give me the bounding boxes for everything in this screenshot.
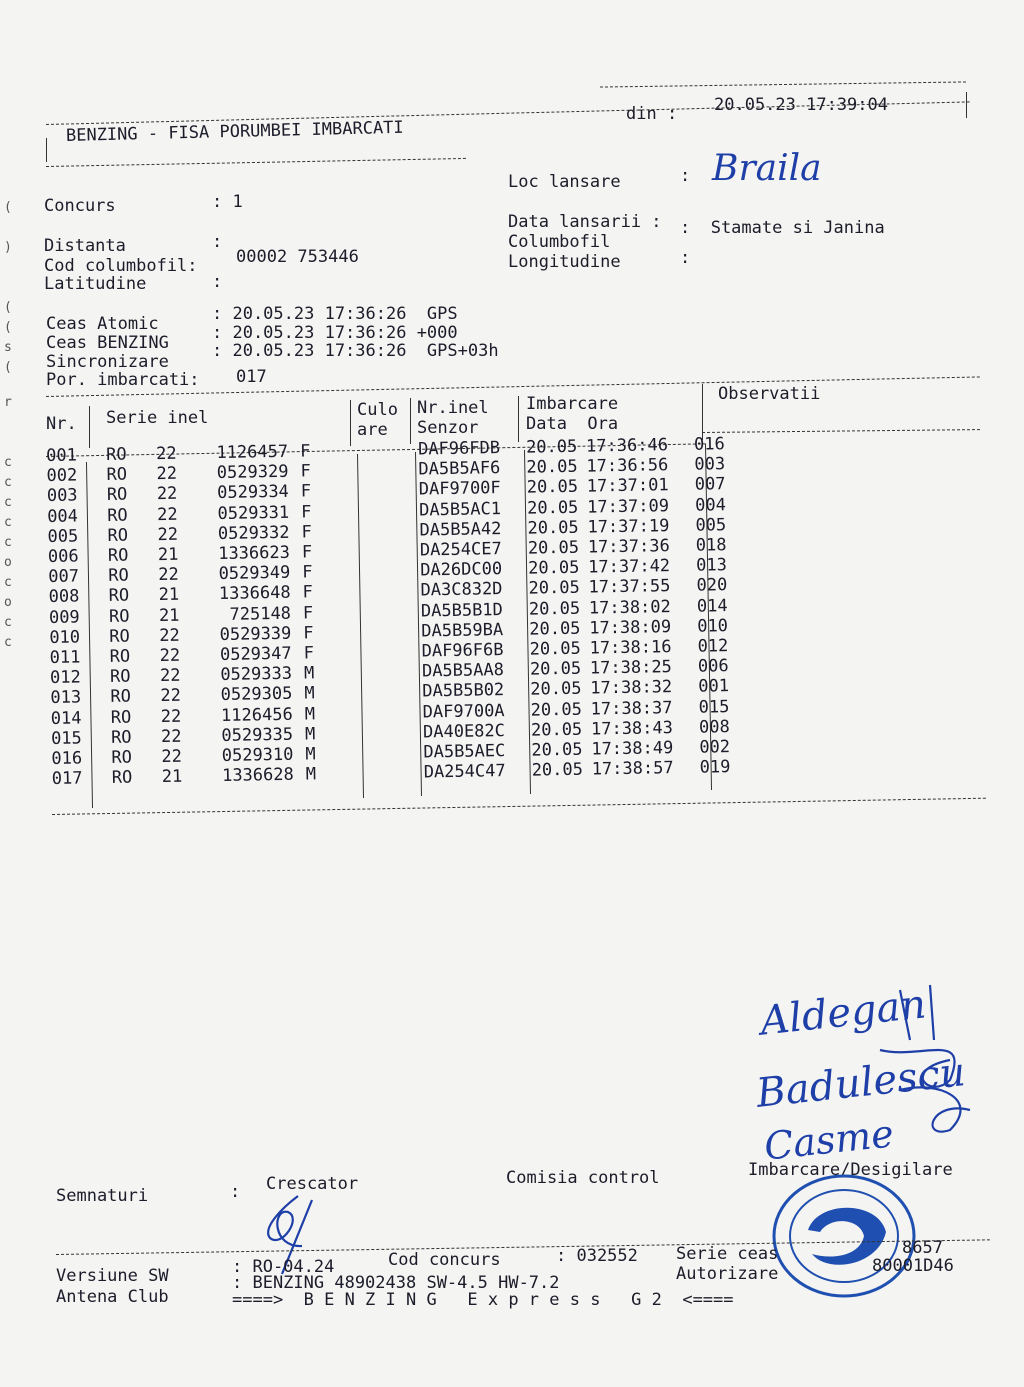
col-header-nrinel-2: Senzor bbox=[417, 418, 479, 438]
row-nr: 010 bbox=[49, 627, 81, 648]
col-header-observatii: Observatii bbox=[718, 384, 821, 404]
row-ring: 0529305 bbox=[220, 684, 293, 706]
row-time: 17:38:43 bbox=[590, 717, 674, 740]
row-date: 20.05 bbox=[530, 679, 582, 701]
page-title: BENZING - FISA PORUMBEI IMBARCATI bbox=[65, 117, 404, 146]
col-header-culoare-2: are bbox=[357, 420, 388, 440]
row-nr: 012 bbox=[49, 667, 81, 689]
row-sensor: DA5B5B1D bbox=[420, 599, 503, 622]
row-sex: M bbox=[303, 663, 315, 684]
row-sensor: DA5B59BA bbox=[421, 619, 504, 642]
row-obs: 012 bbox=[697, 636, 729, 657]
row-ring: 0529347 bbox=[219, 643, 292, 666]
data-lansarii-label: Data lansarii : bbox=[508, 212, 662, 232]
row-date: 20.05 bbox=[530, 699, 583, 721]
row-date: 20.05 bbox=[531, 739, 583, 761]
row-nr: 001 bbox=[46, 445, 78, 466]
autorizare-value: 80001D46 bbox=[872, 1256, 954, 1276]
row-sensor: DAF9700A bbox=[422, 700, 505, 723]
row-nr: 002 bbox=[46, 465, 78, 487]
autorizare-label: Autorizare bbox=[676, 1264, 779, 1284]
serie-ceas-value: 8657 bbox=[902, 1238, 943, 1258]
row-sensor: DA3C832D bbox=[420, 579, 503, 601]
antena-club-value: : BENZING 48902438 SW-4.5 HW-7.2 bbox=[232, 1273, 560, 1293]
row-sex: F bbox=[303, 643, 315, 664]
row-sensor: DA26DC00 bbox=[420, 559, 503, 581]
row-date: 20.05 bbox=[531, 759, 584, 781]
row-year: 22 bbox=[160, 686, 182, 707]
row-date: 20.05 bbox=[530, 719, 583, 741]
row-time: 17:36:46 bbox=[585, 435, 669, 457]
row-sensor: DAF96FDB bbox=[417, 438, 501, 460]
row-year: 22 bbox=[157, 504, 178, 525]
row-obs: 005 bbox=[695, 514, 727, 536]
row-obs: 002 bbox=[699, 737, 731, 758]
obs-header-border bbox=[702, 429, 980, 433]
header-right-edge bbox=[966, 92, 967, 118]
row-year: 21 bbox=[158, 605, 180, 626]
comisia-control-label: Comisia control bbox=[506, 1168, 660, 1188]
signature-3: Casme bbox=[762, 1111, 896, 1169]
row-culoare bbox=[351, 500, 419, 521]
row-country: RO bbox=[106, 484, 128, 506]
row-sensor: DA5B5AEC bbox=[423, 741, 506, 763]
row-year: 22 bbox=[159, 625, 180, 646]
columbofil-value: : Stamate si Janina bbox=[680, 218, 885, 238]
row-date: 20.05 bbox=[526, 456, 578, 478]
row-culoare bbox=[351, 520, 419, 541]
versiune-sw-value: : RO-04.24 bbox=[232, 1257, 335, 1277]
row-obs: 003 bbox=[694, 454, 726, 475]
row-sensor: DA254CE7 bbox=[419, 539, 502, 561]
row-date: 20.05 bbox=[526, 477, 579, 499]
row-culoare bbox=[356, 763, 424, 784]
row-culoare bbox=[355, 702, 423, 723]
col-header-culoare-1: Culo bbox=[357, 400, 398, 420]
row-date: 20.05 bbox=[527, 537, 580, 559]
latitudine-label: Latitudine bbox=[44, 274, 147, 294]
por-imbarcati-label: Por. imbarcati: bbox=[46, 370, 200, 390]
row-nr: 017 bbox=[51, 768, 83, 790]
row-ring: 1336648 bbox=[218, 583, 291, 605]
row-sex: F bbox=[301, 522, 312, 543]
row-culoare bbox=[350, 440, 418, 461]
row-country: RO bbox=[110, 707, 132, 728]
row-time: 17:37:09 bbox=[586, 495, 670, 518]
row-culoare bbox=[355, 743, 423, 764]
row-ring: 0529335 bbox=[221, 724, 294, 746]
row-sex: F bbox=[303, 623, 314, 644]
row-ring: 1336623 bbox=[218, 542, 291, 565]
row-time: 17:37:42 bbox=[588, 556, 671, 578]
distanta-value: : bbox=[212, 232, 223, 252]
row-sex: F bbox=[302, 602, 314, 624]
row-country: RO bbox=[109, 666, 131, 688]
ceas-atomic-value: : 20.05.23 17:36:26 GPS bbox=[212, 304, 458, 324]
row-obs: 006 bbox=[697, 656, 729, 677]
cod-concurs-value: : 032552 bbox=[556, 1246, 638, 1266]
row-year: 22 bbox=[160, 706, 182, 727]
concurs-value: : 1 bbox=[212, 192, 243, 212]
loc-lansare-sep: : bbox=[680, 166, 691, 186]
row-obs: 019 bbox=[699, 757, 731, 778]
col-header-serie: Serie inel bbox=[106, 408, 209, 428]
row-sensor: DA254C47 bbox=[423, 761, 506, 783]
loc-lansare-label: Loc lansare bbox=[508, 172, 621, 192]
row-culoare bbox=[353, 601, 421, 622]
benzing-express-line: ====> B E N Z I N G E x p r e s s G 2 <==== bbox=[232, 1290, 734, 1310]
por-imbarcati-value: 017 bbox=[236, 367, 267, 387]
row-country: RO bbox=[108, 565, 129, 587]
signature-1: Aldegan bbox=[758, 981, 929, 1045]
club-stamp bbox=[768, 1170, 918, 1300]
row-obs: 014 bbox=[696, 595, 728, 617]
col-divider bbox=[89, 406, 90, 448]
row-time: 17:37:19 bbox=[587, 515, 670, 538]
row-time: 17:38:16 bbox=[589, 637, 672, 659]
row-date: 20.05 bbox=[525, 436, 578, 458]
row-country: RO bbox=[107, 505, 128, 526]
row-year: 22 bbox=[161, 746, 183, 768]
semnaturi-sep: : bbox=[230, 1182, 241, 1202]
versiune-sw-label: Versiune SW bbox=[56, 1266, 169, 1286]
row-year: 22 bbox=[157, 524, 179, 545]
din-label: din : bbox=[626, 104, 678, 124]
row-nr: 006 bbox=[47, 546, 79, 567]
signature-scribbles bbox=[860, 980, 990, 1150]
row-culoare bbox=[353, 621, 421, 642]
row-year: 22 bbox=[159, 645, 181, 667]
row-ring: 1336628 bbox=[221, 764, 294, 787]
row-culoare bbox=[354, 662, 422, 683]
row-sensor: DA40E82C bbox=[422, 720, 506, 743]
row-sensor: DA5B5AA8 bbox=[421, 660, 505, 682]
row-obs: 004 bbox=[694, 494, 727, 516]
row-nr: 009 bbox=[48, 607, 80, 628]
row-nr: 004 bbox=[47, 506, 79, 527]
row-nr: 013 bbox=[50, 687, 82, 709]
sincronizare-value: : 20.05.23 17:36:26 GPS+03h bbox=[212, 341, 499, 361]
row-obs: 010 bbox=[697, 615, 729, 637]
row-ring: 0529332 bbox=[217, 522, 290, 544]
row-time: 17:38:02 bbox=[588, 596, 671, 619]
row-date: 20.05 bbox=[526, 497, 579, 519]
row-year: 22 bbox=[156, 463, 178, 485]
title-left-edge bbox=[46, 138, 47, 162]
cod-concurs-label: Cod concurs bbox=[388, 1250, 501, 1270]
row-sensor: DA5B5B02 bbox=[422, 680, 505, 702]
row-date: 20.05 bbox=[528, 598, 581, 620]
row-ring: 725148 bbox=[229, 603, 292, 625]
row-time: 17:38:57 bbox=[591, 758, 674, 780]
row-sensor: DA5B5AF6 bbox=[418, 458, 501, 480]
row-country: RO bbox=[108, 606, 130, 627]
longitudine-value: : bbox=[680, 248, 691, 268]
row-culoare bbox=[353, 642, 421, 663]
col-header-nrinel-1: Nr.inel bbox=[417, 398, 489, 418]
row-country: RO bbox=[107, 545, 129, 566]
ceas-atomic-label: Ceas Atomic bbox=[46, 314, 159, 334]
imbarcare-desigilare-label: Imbarcare/Desigilare bbox=[748, 1160, 953, 1180]
row-date: 20.05 bbox=[528, 557, 580, 579]
row-time: 17:37:01 bbox=[586, 475, 669, 497]
row-nr: 003 bbox=[46, 485, 78, 507]
row-date: 20.05 bbox=[527, 517, 579, 539]
antena-club-label: Antena Club bbox=[56, 1287, 169, 1307]
row-country: RO bbox=[105, 444, 127, 465]
row-sensor: DA5B5A42 bbox=[419, 518, 502, 541]
row-obs: 001 bbox=[698, 676, 730, 698]
row-time: 17:37:55 bbox=[588, 576, 671, 598]
row-obs: 008 bbox=[698, 716, 730, 738]
row-culoare bbox=[350, 460, 418, 481]
row-nr: 008 bbox=[48, 586, 80, 608]
row-nr: 016 bbox=[51, 748, 83, 769]
loc-lansare-handwritten: Braila bbox=[712, 148, 822, 189]
row-date: 20.05 bbox=[529, 618, 581, 640]
row-sex: M bbox=[304, 683, 315, 704]
row-sex: M bbox=[305, 744, 316, 765]
row-culoare bbox=[355, 722, 423, 743]
col-divider bbox=[518, 396, 519, 442]
row-ring: 0529329 bbox=[216, 461, 289, 484]
row-sex: F bbox=[300, 461, 311, 482]
row-culoare bbox=[351, 480, 419, 501]
row-time: 17:36:56 bbox=[586, 455, 669, 477]
cod-columbofil-value: 00002 753446 bbox=[236, 247, 359, 267]
col-divider bbox=[350, 400, 351, 446]
row-nr: 005 bbox=[47, 526, 79, 547]
ceas-benzing-value: : 20.05.23 17:36:26 +000 bbox=[212, 323, 458, 343]
row-ring: 0529331 bbox=[217, 502, 290, 524]
signature-2: Badulescu bbox=[754, 1049, 968, 1117]
distanta-label: Distanta bbox=[44, 236, 126, 256]
row-sex: M bbox=[304, 703, 316, 725]
row-country: RO bbox=[110, 727, 132, 748]
row-sex: F bbox=[300, 481, 312, 502]
row-time: 17:38:09 bbox=[589, 616, 672, 639]
row-ring: 1126456 bbox=[220, 704, 293, 726]
col-header-imbarcare-2: Data Ora bbox=[526, 414, 619, 434]
row-time: 17:38:49 bbox=[591, 738, 674, 760]
table-bottom-border bbox=[52, 798, 986, 815]
row-sex: F bbox=[301, 542, 313, 563]
row-obs: 018 bbox=[695, 535, 727, 556]
row-country: RO bbox=[111, 747, 133, 768]
row-ring: 1126457 bbox=[216, 441, 289, 464]
row-culoare bbox=[352, 541, 420, 562]
row-year: 21 bbox=[161, 766, 183, 788]
title-bottom-border bbox=[46, 158, 466, 167]
row-year: 22 bbox=[158, 564, 179, 586]
row-ring: 0529339 bbox=[219, 623, 292, 645]
concurs-label: Concurs bbox=[44, 196, 116, 216]
row-obs: 015 bbox=[698, 696, 730, 718]
binding-edge: ( ) ( ( s ( r c c c c c o c o c c bbox=[4, 200, 12, 650]
sincronizare-label: Sincronizare bbox=[46, 352, 169, 372]
row-country: RO bbox=[106, 464, 128, 486]
row-sex: M bbox=[304, 724, 316, 745]
semnaturi-label: Semnaturi bbox=[56, 1186, 149, 1206]
row-time: 17:38:25 bbox=[589, 657, 673, 679]
row-culoare bbox=[352, 581, 420, 602]
row-sex: M bbox=[305, 764, 317, 785]
row-year: 21 bbox=[157, 544, 179, 566]
row-sensor: DAF96F6B bbox=[421, 640, 504, 662]
row-ring: 0529334 bbox=[217, 482, 290, 504]
row-country: RO bbox=[111, 767, 133, 789]
longitudine-label: Longitudine bbox=[508, 252, 621, 272]
row-country: RO bbox=[110, 686, 132, 708]
row-country: RO bbox=[109, 646, 131, 667]
row-nr: 014 bbox=[50, 708, 82, 729]
row-year: 22 bbox=[159, 665, 181, 687]
row-sex: F bbox=[302, 582, 314, 603]
row-obs: 013 bbox=[696, 555, 728, 576]
row-year: 22 bbox=[156, 484, 178, 505]
row-nr: 015 bbox=[50, 728, 82, 749]
row-culoare bbox=[352, 561, 420, 582]
col-header-nr: Nr. bbox=[46, 414, 77, 434]
serie-ceas-label: Serie ceas bbox=[676, 1244, 779, 1264]
row-sensor: DAF9700F bbox=[418, 478, 501, 500]
row-year: 22 bbox=[155, 443, 177, 465]
row-time: 17:38:37 bbox=[590, 697, 673, 720]
col-header-imbarcare-1: Imbarcare bbox=[526, 394, 619, 414]
row-obs: 020 bbox=[696, 575, 728, 597]
row-nr: 011 bbox=[49, 647, 81, 668]
din-value: 20.05.23 17:39:04 bbox=[714, 95, 888, 115]
row-date: 20.05 bbox=[529, 658, 582, 680]
row-ring: 0529333 bbox=[220, 663, 293, 686]
row-sex: F bbox=[301, 501, 312, 523]
row-date: 20.05 bbox=[529, 638, 581, 660]
row-sex: F bbox=[299, 441, 311, 462]
row-ring: 0529349 bbox=[218, 562, 291, 585]
row-year: 21 bbox=[158, 585, 180, 606]
row-country: RO bbox=[108, 585, 130, 607]
header-top-border bbox=[600, 81, 966, 87]
row-time: 17:38:32 bbox=[590, 677, 673, 699]
row-year: 22 bbox=[160, 726, 182, 747]
row-country: RO bbox=[109, 626, 130, 647]
row-nr: 007 bbox=[48, 566, 80, 588]
row-sensor: DA5B5AC1 bbox=[419, 498, 502, 521]
col-divider bbox=[410, 398, 411, 444]
row-ring: 0529310 bbox=[221, 744, 294, 767]
row-sex: F bbox=[302, 562, 313, 583]
columbofil-label: Columbofil bbox=[508, 232, 611, 252]
row-time: 17:37:36 bbox=[587, 536, 670, 558]
row-obs: 007 bbox=[694, 474, 726, 496]
row-obs: 016 bbox=[693, 434, 725, 455]
row-country: RO bbox=[107, 525, 129, 546]
row-date: 20.05 bbox=[528, 578, 580, 600]
cod-columbofil-label: Cod columbofil: bbox=[44, 256, 198, 276]
row-culoare bbox=[354, 682, 422, 703]
latitudine-value: : bbox=[212, 272, 223, 292]
ceas-benzing-label: Ceas BENZING bbox=[46, 333, 169, 353]
crescator-label: Crescator bbox=[266, 1174, 359, 1194]
embarked-pigeons-table bbox=[46, 434, 760, 790]
